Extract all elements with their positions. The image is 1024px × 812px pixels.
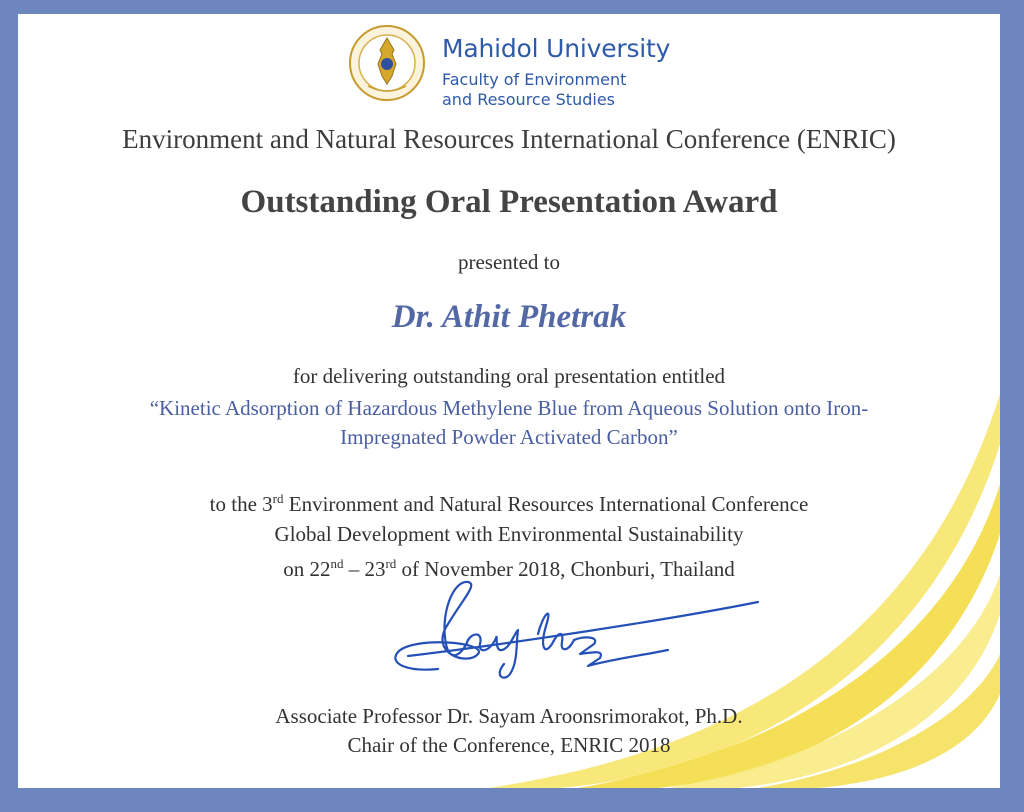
certificate-paper [18,14,1000,788]
presentation-title [18,394,1000,452]
signatory [18,702,1000,760]
presentation-title-line-2: Impregnated Powder Activated Carbon” [340,425,678,449]
presentation-title-line-1: “Kinetic Adsorption of Hazardous Methylene Blue from Aqueous Solution onto Iron- [149,396,869,420]
signer-role: Chair of the Conference, ENRIC 2018 [347,733,671,757]
event-line-1: to the 3rd Environment and Natural Resources International Conference [209,491,809,516]
handwritten-signature [368,574,768,684]
faculty-name [442,70,626,110]
conference-title: Environment and Natural Resources International Conference (ENRIC) [122,124,896,154]
award-title: Outstanding Oral Presentation Award [240,184,778,220]
university-logo-block [348,24,708,114]
faculty-line-1: Faculty of Environment [442,70,627,89]
signer-name: Associate Professor Dr. Sayam Aroonsrimorakot, Ph.D. [275,704,743,728]
for-delivering-text: for delivering outstanding oral presentation entitled [292,364,726,388]
event-details [18,484,1000,584]
mahidol-seal-icon [348,24,426,102]
recipient-name: Dr. Athit Phetrak [391,299,627,335]
faculty-line-2: and Resource Studies [442,90,615,109]
event-line-2: Global Development with Environmental Sustainability [274,522,744,546]
presented-to-text: presented to [457,250,561,274]
event-line-3: on 22nd – 23rd of November 2018, Chonburi, Thailand [283,556,735,581]
university-name: Mahidol University [442,34,671,63]
